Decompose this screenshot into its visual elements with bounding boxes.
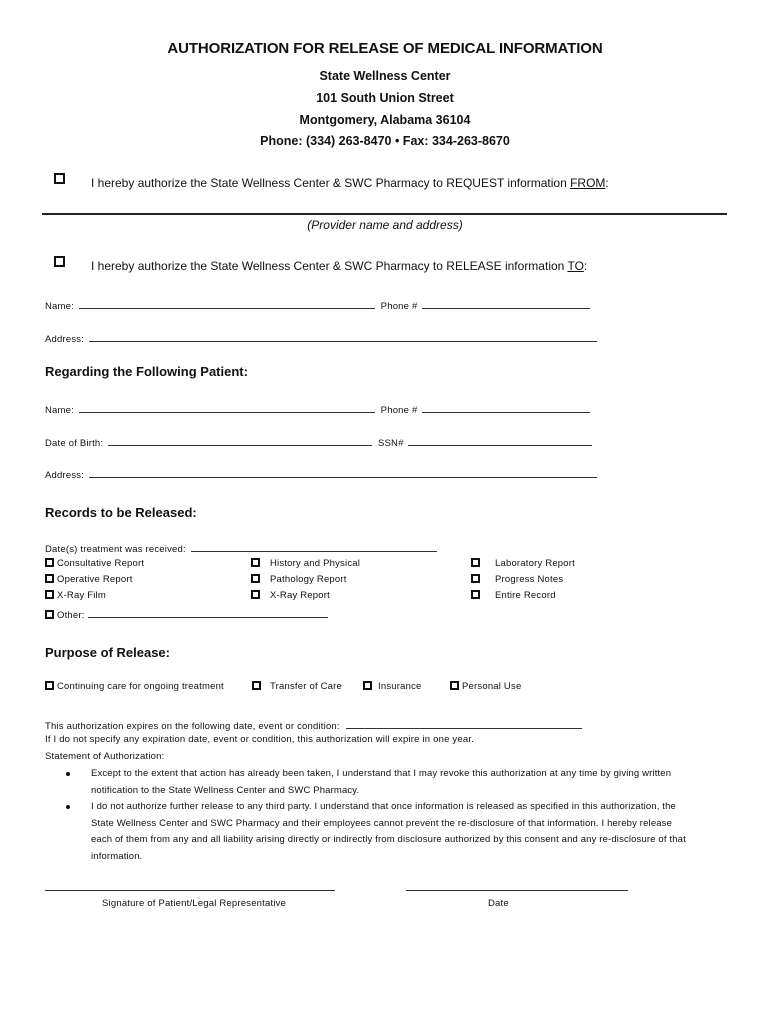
release-name-row: [45, 298, 590, 312]
records-dates-row: [45, 541, 437, 555]
history-physical-label: History and Physical: [270, 558, 361, 569]
bullet1-line: notification to the State Wellness Center and SWC Pharmacy.: [91, 785, 360, 796]
bullet2-line: each of them from any and all liability arising directly or indirectly from disclosure authorized by this consent and any re-disclosure of that: [91, 834, 686, 845]
patient-ssn-field[interactable]: [408, 435, 592, 446]
org-phone: Phone: (334) 263-8470 • Fax: 334-263-8670: [260, 134, 510, 148]
release-statement: [91, 259, 587, 273]
date-field[interactable]: [406, 890, 628, 891]
bullet-icon: [66, 805, 70, 809]
checkbox-icon[interactable]: [471, 558, 480, 567]
personal-use-label: Personal Use: [462, 681, 522, 692]
purpose-heading: Purpose of Release:: [45, 645, 170, 660]
release-colon: :: [583, 259, 588, 273]
release-name-label: Name:: [45, 301, 74, 312]
checkbox-icon[interactable]: [45, 610, 54, 619]
purpose-option[interactable]: [252, 681, 342, 692]
provider-caption-open: (: [307, 218, 312, 232]
records-dates-field[interactable]: [191, 541, 437, 552]
bullet2-line: State Wellness Center and SWC Pharmacy and their employees cannot prevent the re-disclosure of that information. I hereby release: [91, 818, 673, 829]
provider-caption-text: Provider name and address: [311, 218, 459, 232]
expiration-row: [45, 718, 582, 732]
checkbox-icon[interactable]: [251, 574, 260, 583]
org-street: 101 South Union Street: [316, 91, 454, 105]
release-name-field[interactable]: [79, 298, 375, 309]
checkbox-icon[interactable]: [45, 681, 54, 690]
release-phone-label: Phone #: [380, 301, 418, 312]
checkbox-icon[interactable]: [251, 590, 260, 599]
checkbox-icon[interactable]: [450, 681, 459, 690]
purpose-option[interactable]: [45, 681, 224, 692]
signature-field[interactable]: [45, 890, 335, 891]
provider-line[interactable]: [42, 213, 727, 215]
release-address-label: Address:: [45, 334, 85, 345]
bullet-icon: [66, 772, 70, 776]
records-col2-item[interactable]: [251, 590, 330, 601]
laboratory-report-label: Laboratory Report: [495, 558, 575, 569]
checkbox-icon[interactable]: [471, 574, 480, 583]
patient-name-row: [45, 402, 590, 416]
request-from-label: FROM: [570, 176, 606, 190]
operative-report-label: Operative Report: [57, 574, 133, 585]
insurance-label: Insurance: [378, 681, 422, 692]
records-dates-label: Date(s) treatment was received:: [45, 544, 186, 555]
records-col1-item[interactable]: [45, 558, 144, 569]
records-col2-item[interactable]: [251, 558, 360, 569]
checkbox-icon[interactable]: [45, 590, 54, 599]
request-checkbox[interactable]: [54, 173, 65, 184]
patient-dob-label: Date of Birth:: [45, 438, 104, 449]
records-col1-item[interactable]: [45, 574, 133, 585]
purpose-option[interactable]: [363, 681, 422, 692]
records-col1-item[interactable]: [45, 590, 106, 601]
bullet2-line: information.: [91, 851, 143, 862]
signature-label: Signature of Patient/Legal Representative: [102, 898, 287, 909]
patient-name-field[interactable]: [79, 402, 375, 413]
release-text: I hereby authorize the State Wellness Center & SWC Pharmacy to RELEASE information: [91, 259, 568, 273]
patient-address-row: [45, 467, 597, 481]
other-field[interactable]: [88, 607, 328, 618]
release-to-label: TO: [567, 259, 584, 273]
purpose-option[interactable]: [450, 681, 521, 692]
patient-address-label: Address:: [45, 470, 85, 481]
records-col3-item[interactable]: [471, 558, 575, 569]
checkbox-icon[interactable]: [45, 574, 54, 583]
patient-phone-field[interactable]: [422, 402, 590, 413]
release-phone-field[interactable]: [422, 298, 590, 309]
patient-dob-row: [45, 435, 592, 449]
provider-caption-close: ): [458, 218, 463, 232]
xray-film-label: X-Ray Film: [57, 590, 106, 601]
request-colon: :: [605, 176, 609, 190]
records-col1-item[interactable]: [45, 607, 328, 621]
checkbox-icon[interactable]: [252, 681, 261, 690]
request-text: I hereby authorize the State Wellness Center & SWC Pharmacy to REQUEST information: [91, 176, 571, 190]
checkbox-icon[interactable]: [251, 558, 260, 567]
records-col3-item[interactable]: [471, 574, 563, 585]
page-title: AUTHORIZATION FOR RELEASE OF MEDICAL INFORMATION: [167, 40, 603, 57]
statement-heading: Statement of Authorization:: [45, 751, 165, 762]
patient-ssn-label: SSN#: [377, 438, 404, 449]
date-label: Date: [488, 898, 509, 909]
checkbox-icon[interactable]: [363, 681, 372, 690]
patient-phone-label: Phone #: [380, 405, 418, 416]
continuing-care-label: Continuing care for ongoing treatment: [57, 681, 224, 692]
pathology-report-label: Pathology Report: [270, 574, 347, 585]
patient-address-field[interactable]: [89, 467, 597, 478]
request-statement: [91, 176, 609, 190]
bullet1-line: Except to the extent that action has already been taken, I understand that I may revoke this authorization at any time by giving written: [91, 768, 672, 779]
expiration-default: If I do not specify any expiration date, event or condition, this authorization will expire in one year.: [45, 734, 475, 745]
bullet2-line: I do not authorize further release to any third party. I understand that once information is released as specified in this authorization, the: [91, 801, 676, 812]
org-city: Montgomery, Alabama 36104: [299, 113, 471, 127]
expiration-label: This authorization expires on the following date, event or condition:: [45, 721, 340, 732]
patient-dob-field[interactable]: [108, 435, 372, 446]
release-address-field[interactable]: [89, 331, 597, 342]
progress-notes-label: Progress Notes: [495, 574, 564, 585]
consultative-report-label: Consultative Report: [57, 558, 145, 569]
provider-caption: [0, 218, 770, 232]
entire-record-label: Entire Record: [495, 590, 556, 601]
release-address-row: [45, 331, 597, 345]
xray-report-label: X-Ray Report: [270, 590, 330, 601]
transfer-of-care-label: Transfer of Care: [270, 681, 343, 692]
records-heading: Records to be Released:: [45, 505, 197, 520]
patient-name-label: Name:: [45, 405, 74, 416]
checkbox-icon[interactable]: [471, 590, 480, 599]
records-col2-item[interactable]: [251, 574, 347, 585]
release-checkbox[interactable]: [54, 256, 65, 267]
records-col3-item[interactable]: [471, 590, 556, 601]
other-label: Other:: [57, 610, 85, 621]
expiration-field[interactable]: [346, 718, 582, 729]
patient-heading: Regarding the Following Patient:: [45, 364, 248, 379]
org-name: State Wellness Center: [319, 69, 451, 83]
checkbox-icon[interactable]: [45, 558, 54, 567]
